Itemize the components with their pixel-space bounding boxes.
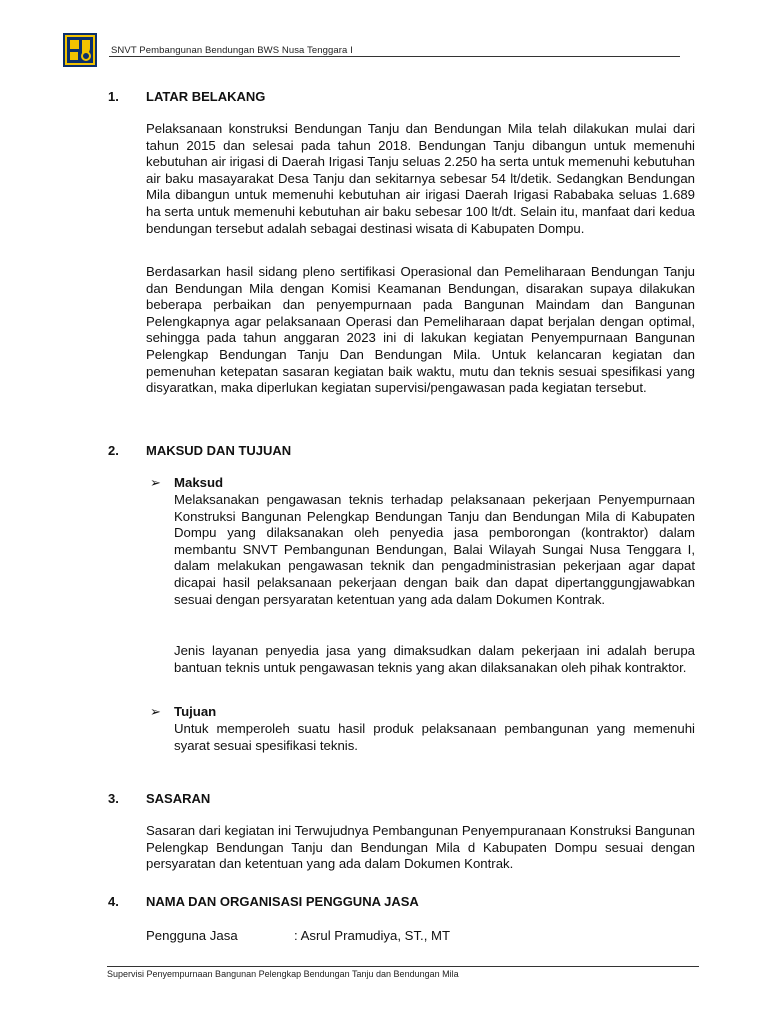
footer-divider (107, 966, 699, 967)
section-title: MAKSUD DAN TUJUAN (146, 443, 292, 458)
section-number: 1. (108, 89, 119, 104)
paragraph: Untuk memperoleh suatu hasil produk pelaksanaan pembangunan yang memenuhi syarat sesuai spesifikasi teknis. (174, 721, 695, 753)
paragraph: Jenis layanan penyedia jasa yang dimaksudkan dalam pekerjaan ini adalah berupa bantuan teknis untuk pengawasan teknis yang akan dilaksanakan oleh pihak kontraktor. (174, 643, 695, 675)
paragraph: Pelaksanaan konstruksi Bendungan Tanju dan Bendungan Mila telah dilakukan mulai dari tahun 2015 dan selesai pada tahun 2018. Bendungan Tanju dibangun untuk memenuhi kebutuhan air irigasi di Daerah Irigasi Tanju seluas 2.250 ha serta untuk memenuhi kebutuhan air baku masayarakat Desa Tanju dan sekitarnya sebesar 54 lt/detik. Sedangkan Bendungan Mila dibangun untuk memenuhi kebutuhan air irigasi Daerah Irigasi Rababaka seluas 1.689 ha serta untuk memenuhi kebutuhan air baku sebesar 100 lt/dt. Selain itu, manfaat dari kedua bendungan tersebut adalah sebagai destinasi wisata di Kabupaten Dompu. (146, 121, 695, 236)
section-title: NAMA DAN ORGANISASI PENGGUNA JASA (146, 894, 419, 909)
section-number: 2. (108, 443, 119, 458)
section-title: LATAR BELAKANG (146, 89, 266, 104)
section-title: SASARAN (146, 791, 211, 806)
section-number: 4. (108, 894, 119, 909)
paragraph: Berdasarkan hasil sidang pleno sertifikasi Operasional dan Pemeliharaan Bendungan Tanju dan Bendungan Mila dengan Komisi Keamanan Bendungan, disarakan supaya dilakukan beberapa perbaikan dan penyempurnaan pada Bangunan Maindam dan Bangunan Pelengkapnya agar pelaksanaan Operasi dan Pemeliharaan dapat berjalan dengan optimal, sehingga pada tahun anggaran 2023 ini di lakukan kegiatan Penyempurnaan Bangunan Pelengkap Bendungan Tanju Dan Bendungan Mila. Untuk kelancaran kegiatan dan pemenuhan ketepatan sasaran kegiatan baik waktu, mutu dan teknis sesuai spesifikasi yang disyaratkan, maka diperlukan kegiatan supervisi/pengawasan pada kegiatan tersebut. (146, 264, 695, 396)
paragraph: Sasaran dari kegiatan ini Terwujudnya Pembangunan Penyempuranaan Konstruksi Bangunan Pelengkap Bendungan Tanju dan Bendungan Mila d Kabupaten Dompu sesuai dengan persyaratan dan ketentuan yang ada dalam Dokumen Kontrak. (146, 823, 695, 872)
arrow-bullet-icon: ➢ (150, 475, 161, 490)
subsection-title: Maksud (174, 475, 224, 490)
subsection-title: Tujuan (174, 704, 217, 719)
header-title: SNVT Pembangunan Bendungan BWS Nusa Tenggara I (111, 45, 353, 56)
field-label: Pengguna Jasa (146, 928, 238, 943)
arrow-bullet-icon: ➢ (150, 704, 161, 719)
section-number: 3. (108, 791, 119, 806)
footer-text: Supervisi Penyempurnaan Bangunan Pelengkap Bendungan Tanju dan Bendungan Mila (107, 969, 459, 979)
field-value: : Asrul Pramudiya, ST., MT (294, 928, 451, 943)
paragraph: Melaksanakan pengawasan teknis terhadap pelaksanaan pekerjaan Penyempurnaan Konstruksi Bangunan Pelengkap Bendungan Tanju dan Bendungan Mila di Kabupaten Dompu yang dilaksanakan oleh penyedia jasa pemborongan (kontraktor) dalam membantu SNVT Pembangunan Bendungan, Balai Wilayah Sungai Nusa Tenggara I, dalam melakukan pengawasan teknik dan pengadministrasian pekerjaan agar dapat dicapai hasil pelaksanaan pekerjaan dengan baik dan dapat dipertanggungjawabkan sesuai dengan persyaratan ketentuan yang ada dalam Dokumen Kontrak. (174, 492, 695, 607)
